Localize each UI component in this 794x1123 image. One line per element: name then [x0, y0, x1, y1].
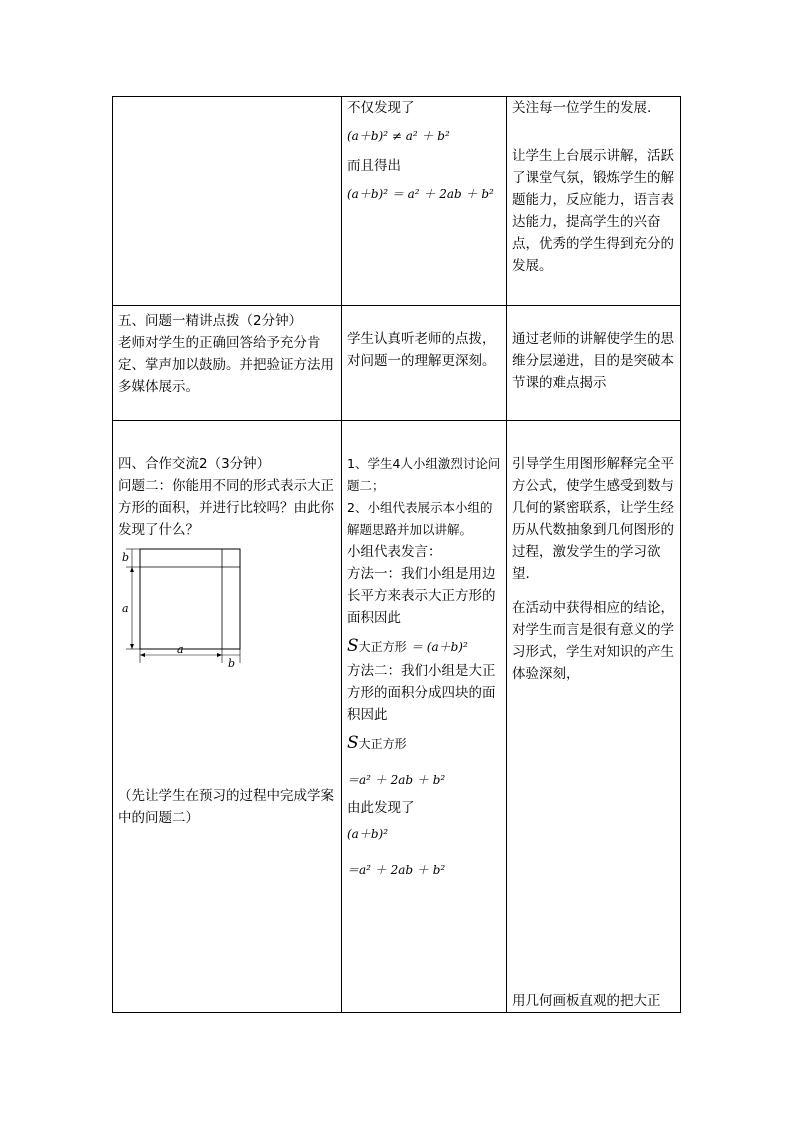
lesson-plan-table	[112, 96, 681, 1013]
step-one-text: 1、学生4人小组激烈讨论问题二；	[347, 456, 501, 493]
row1-text-line1: 不仅发现了	[347, 100, 415, 116]
equation-finding-left: (a＋b)²	[347, 827, 389, 841]
square-diagram-svg	[118, 545, 243, 671]
row3-col3-cell	[507, 421, 681, 1013]
row1-col2-cell	[342, 97, 507, 306]
row2-col3-cell	[507, 306, 681, 421]
row3-col1-cell	[113, 421, 342, 1013]
row1-col3-para2: 让学生上台展示讲解，活跃了课堂气氛，锻炼学生的解题能力，反应能力，语言表达能力，提高学生的兴奋点，优秀的学生得到充分的发展。	[512, 148, 674, 274]
area-symbol: S	[347, 636, 359, 656]
method-two-text: 方法二：我们小组是大正方形的面积分成四块的面积因此	[347, 663, 496, 723]
area-formula-two	[347, 732, 501, 755]
method-one-text: 方法一：我们小组是用边长平方来表示大正方形的面积因此	[347, 566, 496, 626]
row3-col3-para3: 用几何画板直观的把大正	[512, 993, 661, 1009]
label-a-horizontal: a	[177, 643, 184, 656]
equation-finding-right: ＝a² ＋ 2ab ＋ b²	[347, 863, 446, 877]
row2-col2-cell	[342, 306, 507, 421]
row2-col3-text: 通过老师的讲解使学生的思维分层递进，目的是突破本节课的难点揭示	[512, 331, 674, 391]
equation-method-two: ＝a² ＋ 2ab ＋ b²	[347, 773, 446, 787]
row2-col2-text: 学生认真听老师的点拨，对问题一的理解更深刻。	[347, 331, 496, 369]
section-heading-five: 五、问题一精讲点拨（2分钟）	[118, 313, 303, 329]
equation-inequality: (a＋b)² ≠ a² ＋ b²	[347, 129, 450, 143]
area-subscript: 大正方形	[358, 640, 407, 654]
label-a-vertical: a	[122, 602, 129, 615]
row1-col3-para1: 关注每一位学生的发展.	[512, 100, 652, 116]
area-subscript: 大正方形	[358, 737, 407, 751]
area-symbol: S	[347, 733, 359, 753]
row3-col3-para1: 引导学生用图形解释完全平方公式，使学生感受到数与几何的紧密联系，让学生经历从代数抽象到几何图形的过程，激发学生的学习欲望.	[512, 456, 674, 582]
table-row	[113, 306, 681, 421]
table-row	[113, 97, 681, 306]
preview-note: （先让学生在预习的过程中完成学案中的问题二）	[118, 788, 334, 826]
question-two-text: 问题二：你能用不同的形式表示大正方形的面积，并进行比较吗？由此你发现了什么？	[118, 478, 334, 538]
row2-col1-cell	[113, 306, 342, 421]
equation-method-one: ＝ (a＋b)²	[410, 640, 468, 654]
large-square	[140, 549, 240, 649]
finding-label: 由此发现了	[347, 800, 415, 816]
square-diagram	[118, 545, 336, 673]
step-two-text: 2、小组代表展示本小组的解题思路并加以讲解。	[347, 500, 493, 537]
area-formula-one	[347, 635, 501, 658]
group-speech-label: 小组代表发言：	[347, 544, 442, 560]
label-b-vertical: b	[122, 551, 130, 564]
label-b-horizontal: b	[228, 657, 236, 670]
table-row	[113, 421, 681, 1013]
row3-col3-para2: 在活动中获得相应的结论，对学生而言是很有意义的学习形式，学生对知识的产生体验深刻，	[512, 600, 674, 682]
equation-expansion: (a＋b)² ＝ a² ＋ 2ab ＋ b²	[347, 187, 494, 201]
row1-col3-cell	[507, 97, 681, 306]
row2-col1-text: 老师对学生的正确回答给予充分肯定、掌声加以鼓励。并把验证方法用多媒体展示。	[118, 335, 334, 395]
row1-col1-cell	[113, 97, 342, 306]
row3-col2-cell	[342, 421, 507, 1013]
section-heading-four: 四、合作交流2（3分钟）	[118, 456, 271, 472]
row1-text-line2: 而且得出	[347, 158, 401, 174]
